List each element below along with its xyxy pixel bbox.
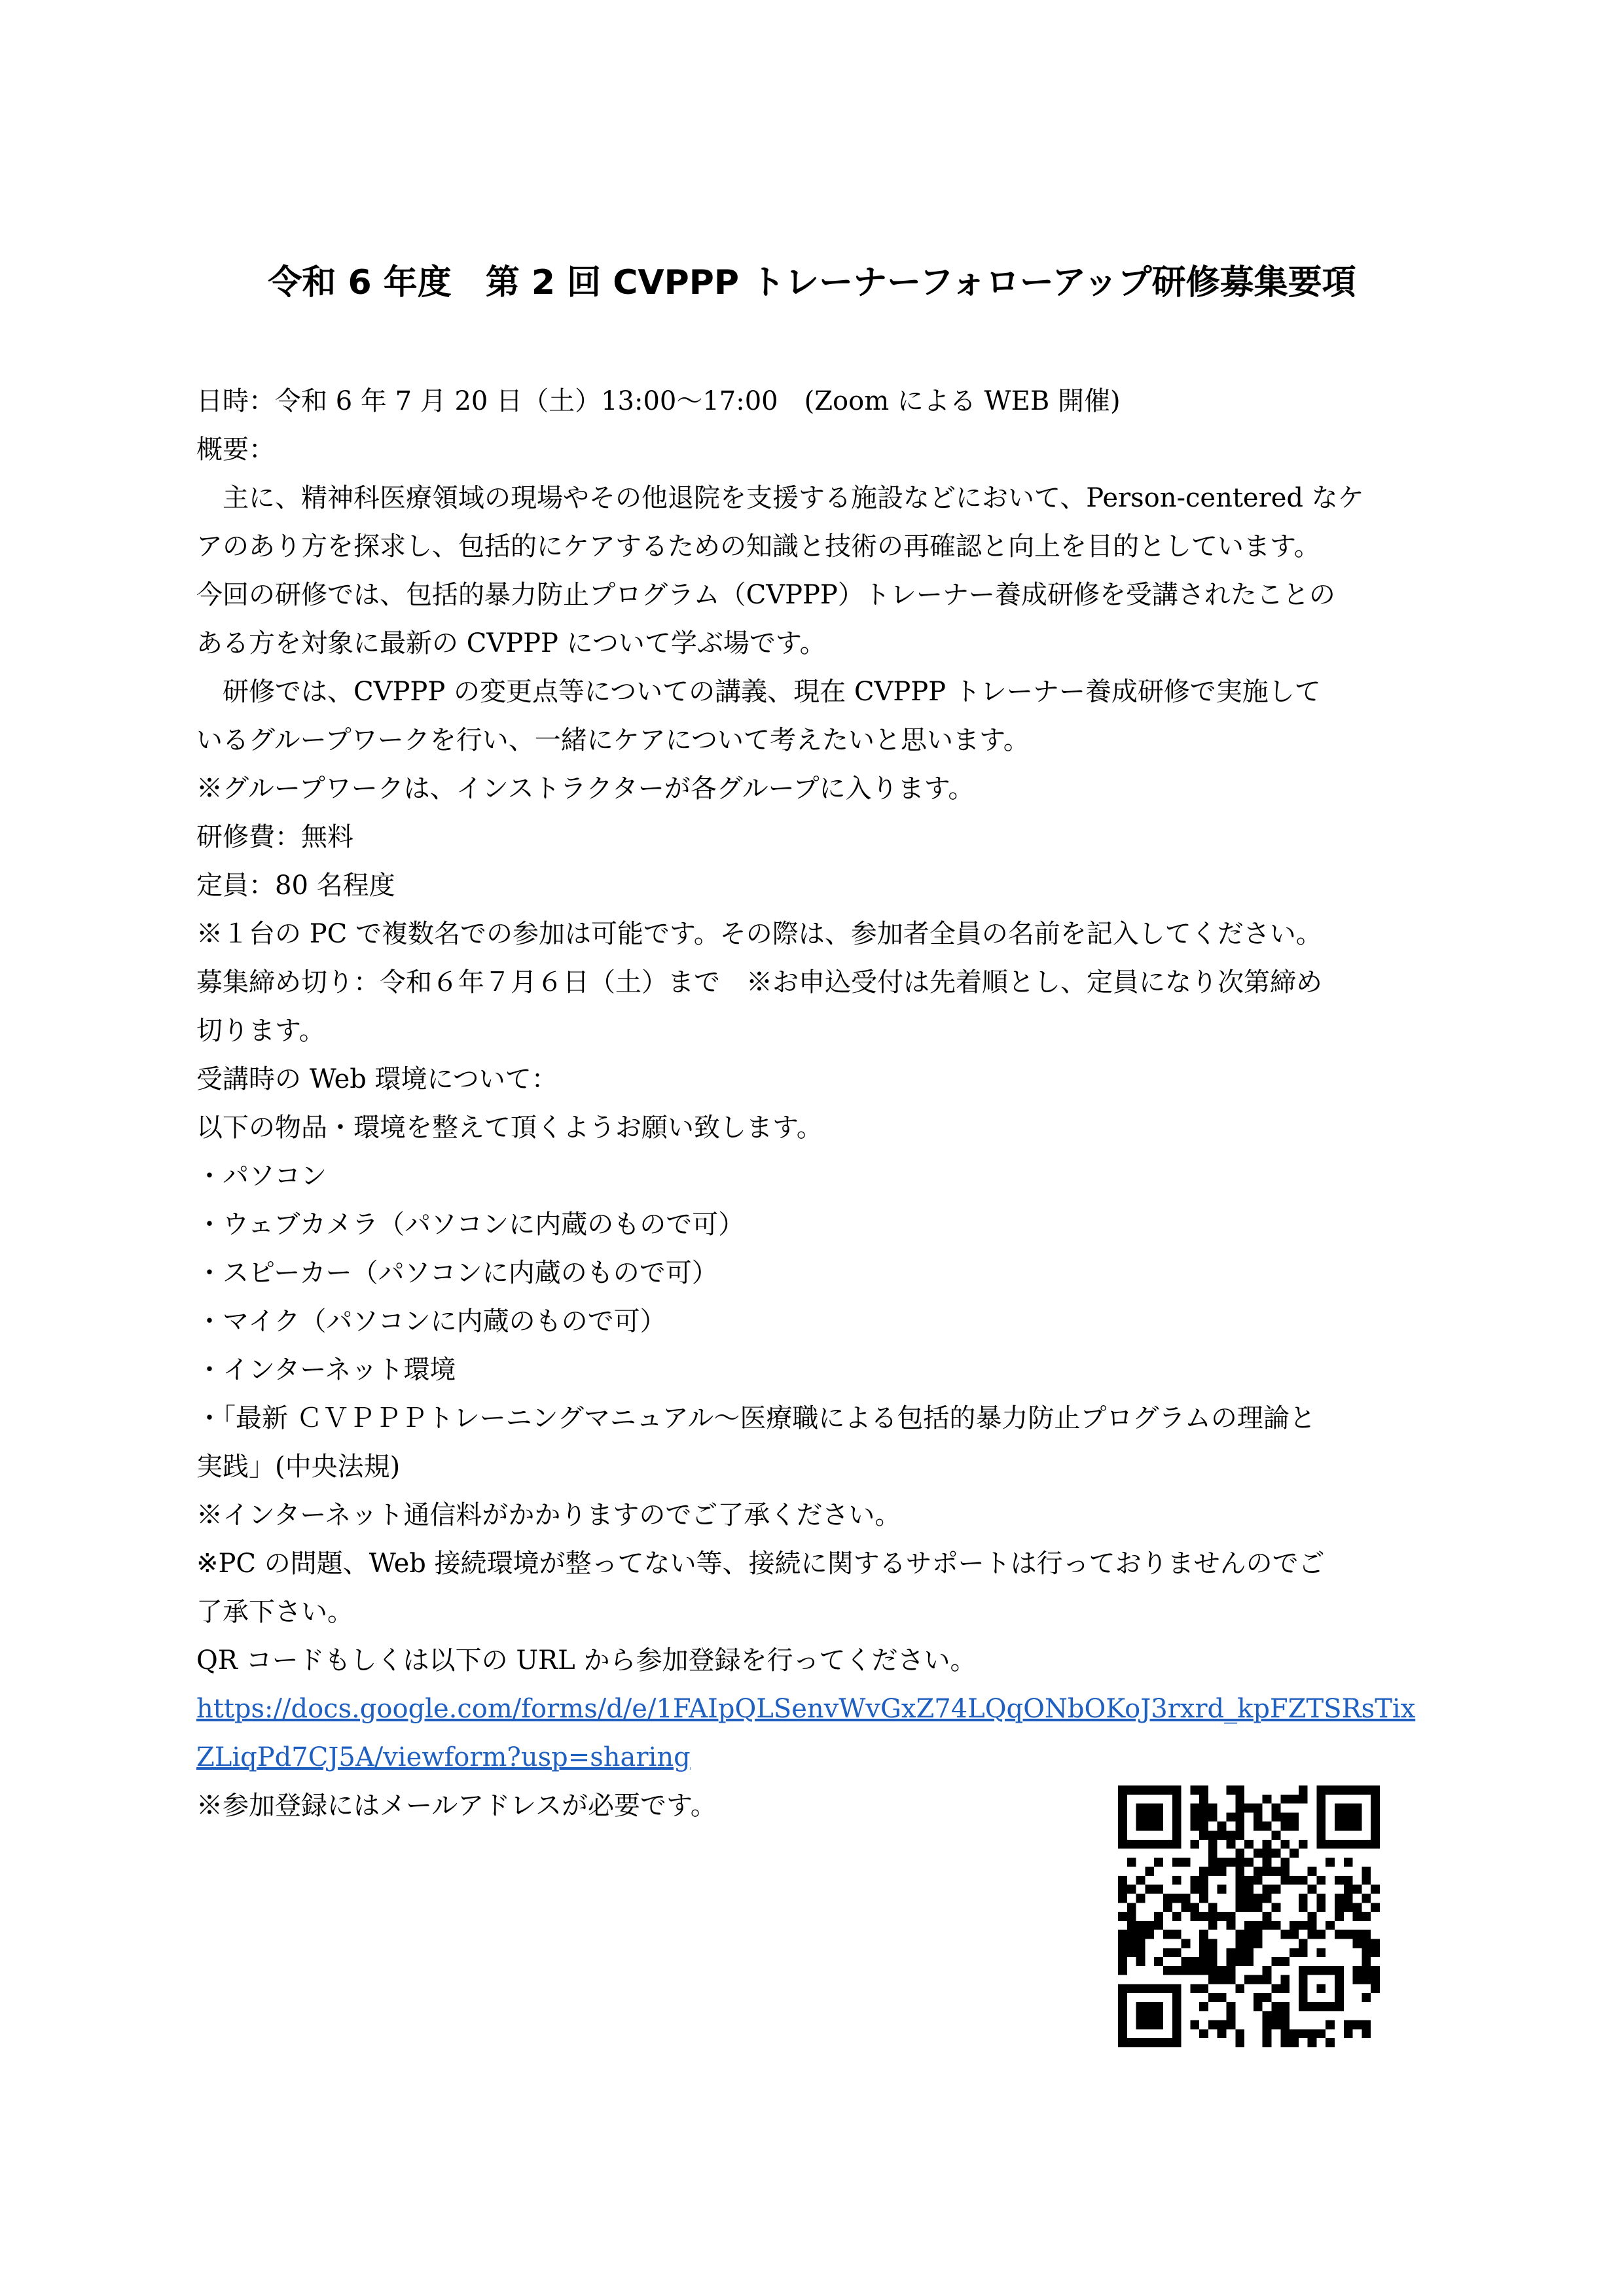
body-line: アのあり方を探求し、包括的にケアするための知識と技術の再確認と向上を目的としています。 — [196, 531, 1320, 562]
body-line: ある方を対象に最新の CVPPP について学ぶ場です。 — [196, 628, 826, 658]
page-title: 令和 6 年度 第 2 回 CVPPP トレーナーフォローアップ研修募集要項 — [268, 263, 1356, 302]
list-item: ・パソコン — [196, 1161, 327, 1191]
body-line: ※PC の問題、Web 接続環境が整ってない等、接続に関するサポートは行っておりませんのでご — [196, 1549, 1325, 1579]
body-line: QR コードもしくは以下の URL から参加登録を行ってください。 — [196, 1645, 977, 1676]
list-item: ・「最新 ＣＶＰＰＰトレーニングマニュアル〜医療職による包括的暴力防止プログラムの理論と — [196, 1403, 1316, 1433]
body-line: 実践」(中央法規) — [196, 1452, 401, 1482]
body-line: 募集締め切り：令和６年７月６日（土）まで ※お申込受付は先着順とし、定員になり次第締め — [196, 967, 1322, 997]
registration-link[interactable]: https://docs.google.com/forms/d/e/1FAIpQLSenvWvGxZ74LQqONbOKoJ3rxrd_kpFZTSRsTix — [196, 1694, 1416, 1724]
body-line: 主に、精神科医療領域の現場やその他退院を支援する施設などにおいて、Person-centered なケ — [196, 483, 1364, 513]
body-line: ※参加登録にはメールアドレスが必要です。 — [196, 1791, 717, 1821]
body-line: 了承下さい。 — [196, 1597, 353, 1627]
list-item: ・ウェブカメラ（パソコンに内蔵のもので可） — [196, 1210, 745, 1240]
body-line: 切ります。 — [196, 1016, 325, 1046]
body-line: ※１台の PC で複数名での参加は可能です。その際は、参加者全員の名前を記入してください。 — [196, 919, 1322, 949]
body-line: 研修費：無料 — [196, 822, 353, 852]
body-line: ※グループワークは、インストラクターが各グループに入ります。 — [196, 774, 975, 804]
body-line: 研修では、CVPPP の変更点等についての講義、現在 CVPPP トレーナー養成研修で実施して — [196, 677, 1321, 707]
list-item: ・インターネット環境 — [196, 1355, 456, 1385]
qr-code[interactable] — [1118, 1785, 1380, 2047]
body-line: 今回の研修では、包括的暴力防止プログラム（CVPPP）トレーナー養成研修を受講されたことの — [196, 580, 1335, 610]
list-item: ・スピーカー（パソコンに内蔵のもので可） — [196, 1258, 718, 1288]
registration-link-continued[interactable]: ZLiqPd7CJ5A/viewform?usp=sharing — [196, 1742, 691, 1772]
body-line: 受講時の Web 環境について： — [196, 1064, 558, 1094]
body-line: 定員：80 名程度 — [196, 870, 395, 901]
body-line: 以下の物品・環境を整えて頂くようお願い致します。 — [196, 1113, 823, 1143]
body-line: いるグループワークを行い、一緒にケアについて考えたいと思います。 — [196, 725, 1030, 755]
body-line: ※インターネット通信料がかかりますのでご了承ください。 — [196, 1500, 901, 1530]
list-item: ・マイク（パソコンに内蔵のもので可） — [196, 1306, 666, 1336]
document-body — [196, 377, 1440, 1830]
body-line: 概要： — [196, 435, 275, 465]
body-line: 日時：令和 6 年 7 月 20 日（土）13:00〜17:00 (Zoom による WEB 開催) — [196, 386, 1121, 416]
